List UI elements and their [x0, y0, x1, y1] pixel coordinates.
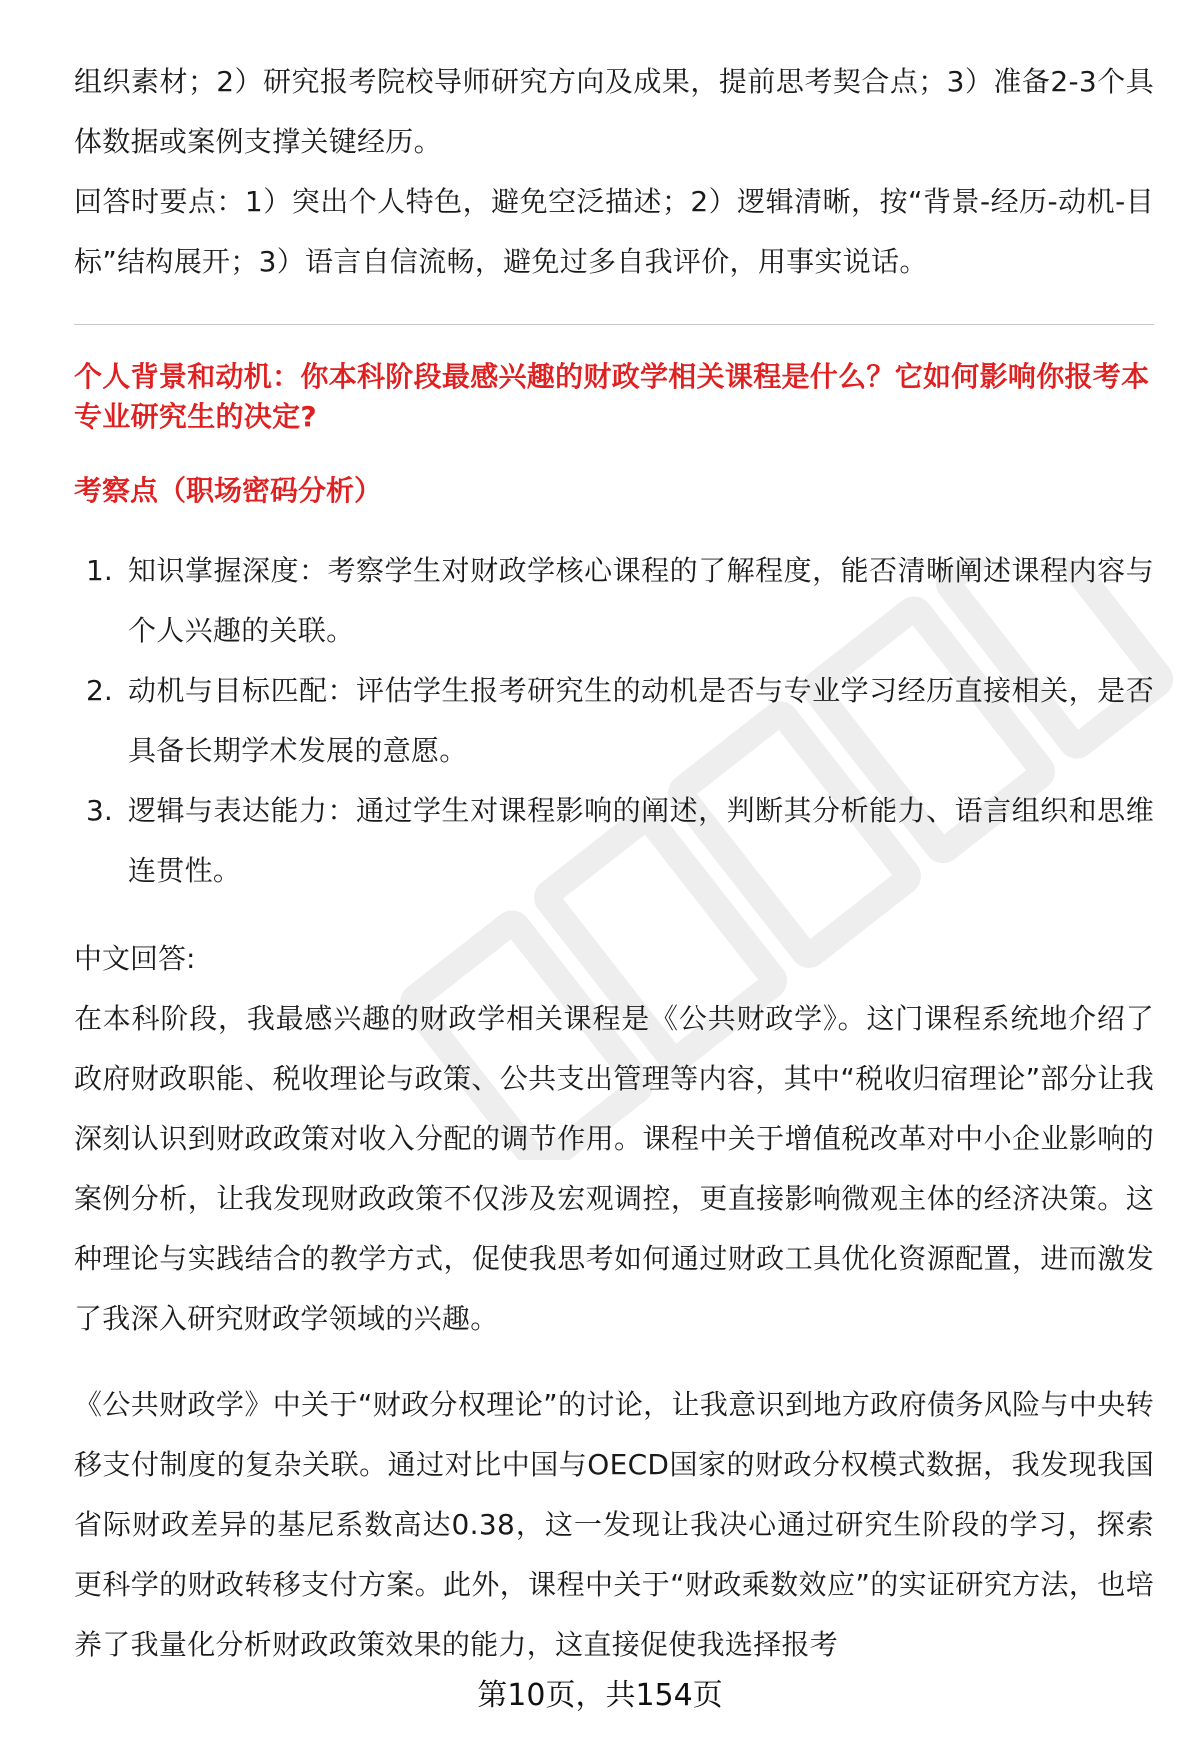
assessment-points-heading: 考察点（职场密码分析）: [74, 474, 383, 507]
list-item: [74, 661, 1154, 781]
intro-paragraph-2: 回答时要点：1）突出个人特色，避免空泛描述；2）逻辑清晰，按“背景-经历-动机-目标”结构展开；3）语言自信流畅，避免过多自我评价，用事实说话。: [74, 185, 1154, 278]
assessment-points-list: [74, 541, 1154, 901]
list-item-number: 3.: [86, 794, 113, 827]
list-item-number: 2.: [86, 674, 113, 707]
list-item: [74, 781, 1154, 901]
list-item-text: 逻辑与表达能力：通过学生对课程影响的阐述，判断其分析能力、语言组织和思维连贯性。: [128, 794, 1154, 887]
answer-paragraph-2: 《公共财政学》中关于“财政分权理论”的讨论，让我意识到地方政府债务风险与中央转移支付制度的复杂关联。通过对比中国与OECD国家的财政分权模式数据，我发现我国省际财政差异的基尼系数高达0.38，这一发现让我决心通过研究生阶段的学习，探索更科学的财政转移支付方案。此外，课程中关于“财政乘数效应”的实证研究方法，也培养了我量化分析财政政策效果的能力，这直接促使我选择报考: [74, 1388, 1154, 1661]
paragraph-gap: [74, 1349, 1154, 1375]
answer-label: 中文回答:: [74, 942, 196, 975]
document-page: [74, 52, 1154, 1675]
page-number-footer: 第10页，共154页: [477, 1678, 723, 1713]
answer-paragraph-1: 在本科阶段，我最感兴趣的财政学相关课程是《公共财政学》。这门课程系统地介绍了政府财政职能、税收理论与政策、公共支出管理等内容，其中“税收归宿理论”部分让我深刻认识到财政政策对收入分配的调节作用。课程中关于增值税改革对中小企业影响的案例分析，让我发现财政政策不仅涉及宏观调控，更直接影响微观主体的经济决策。这种理论与实践结合的教学方式，促使我思考如何通过财政工具优化资源配置，进而激发了我深入研究财政学领域的兴趣。: [74, 1002, 1154, 1335]
list-item-text: 动机与目标匹配：评估学生报考研究生的动机是否与专业学习经历直接相关，是否具备长期学术发展的意愿。: [128, 674, 1154, 767]
question-heading: 个人背景和动机：你本科阶段最感兴趣的财政学相关课程是什么？它如何影响你报考本专业研究生的决定?: [74, 360, 1150, 433]
list-item: [74, 541, 1154, 661]
section-divider: [74, 324, 1154, 325]
list-item-number: 1.: [86, 554, 113, 587]
list-item-text: 知识掌握深度：考察学生对财政学核心课程的了解程度，能否清晰阐述课程内容与个人兴趣的关联。: [128, 554, 1154, 647]
intro-paragraph-1: 组织素材；2）研究报考院校导师研究方向及成果，提前思考契合点；3）准备2-3个具体数据或案例支撑关键经历。: [74, 65, 1154, 158]
